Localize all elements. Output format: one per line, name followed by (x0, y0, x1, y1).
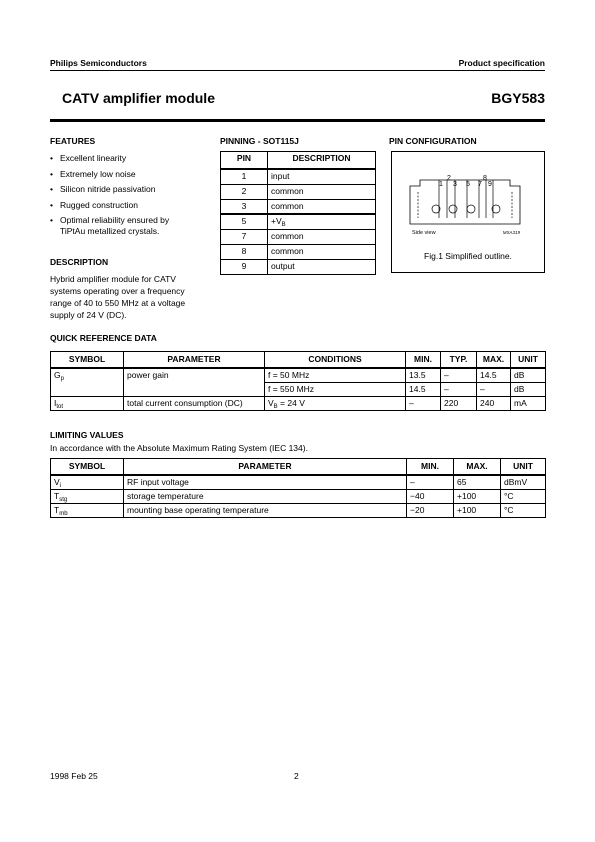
symbol-cell: $V_i$ (51, 475, 124, 490)
pin-number: 9 (221, 259, 268, 274)
unit-cell: °C (501, 490, 546, 504)
parameter-cell: RF input voltage (124, 475, 407, 490)
pin-label: 9 (488, 181, 492, 188)
col-header: SYMBOL (51, 459, 124, 476)
pin-number: 1 (221, 169, 268, 184)
unit-cell: dBmV (501, 475, 546, 490)
limiting-table (50, 458, 546, 518)
feature-item: • Excellent linearity (50, 153, 210, 164)
header-rule (50, 70, 545, 71)
pin-description: output (268, 259, 376, 274)
pin-label: 2 (447, 175, 451, 182)
symbol-cell: $T_{mb}$ (51, 504, 124, 518)
col-header: UNIT (511, 352, 546, 369)
min-cell: – (407, 475, 454, 490)
table-row (51, 368, 546, 383)
col-header: MAX. (454, 459, 501, 476)
page-number: 2 (294, 771, 299, 781)
features-list (50, 153, 210, 242)
pin-label: 3 (453, 181, 457, 188)
product-title: CATV amplifier module (62, 90, 215, 106)
description-text: Hybrid amplifier module for CATV systems operating over a frequency range of 40 to 550 MHz at a voltage supply of 24 V (DC). (50, 274, 186, 320)
pin-number: 5 (221, 214, 268, 229)
parameter-cell: mounting base operating temperature (124, 504, 407, 518)
features-heading: FEATURES (50, 136, 96, 146)
max-cell: +100 (454, 490, 501, 504)
typ-cell: – (441, 368, 477, 383)
max-cell: 14.5 (477, 368, 511, 383)
typ-cell: 220 (441, 397, 477, 411)
description-heading: DESCRIPTION (50, 257, 109, 267)
table-row (221, 230, 376, 245)
outline-drawing (392, 152, 544, 272)
min-cell: 13.5 (406, 368, 441, 383)
footer-date: 1998 Feb 25 (50, 771, 98, 781)
pin-col-header: PIN (221, 152, 268, 170)
min-cell: – (406, 397, 441, 411)
pin-description: common (268, 184, 376, 199)
pin-number: 7 (221, 230, 268, 245)
min-cell: −40 (407, 490, 454, 504)
table-row (221, 244, 376, 259)
col-header: MIN. (406, 352, 441, 369)
unit-cell: °C (501, 504, 546, 518)
pin-label: 1 (439, 181, 443, 188)
min-cell: −20 (407, 504, 454, 518)
unit-cell: mA (511, 397, 546, 411)
unit-cell: dB (511, 383, 546, 397)
col-header: TYP. (441, 352, 477, 369)
feature-item: • Rugged construction (50, 200, 210, 211)
symbol-cell: $G_p$ (51, 368, 124, 397)
parameter-cell: storage temperature (124, 490, 407, 504)
col-header: PARAMETER (124, 352, 265, 369)
pin-description: common (268, 199, 376, 214)
table-row (51, 475, 546, 490)
pin-label: 7 (478, 181, 482, 188)
pin-description: common (268, 230, 376, 245)
title-rule (50, 119, 545, 122)
table-row (221, 214, 376, 229)
col-header: SYMBOL (51, 352, 124, 369)
pin-number: 3 (221, 199, 268, 214)
max-cell: – (477, 383, 511, 397)
qrd-heading: QUICK REFERENCE DATA (50, 333, 157, 343)
pin-description: input (268, 169, 376, 184)
limiting-heading: LIMITING VALUES (50, 430, 124, 440)
feature-item: • Extremely low noise (50, 169, 210, 180)
table-row (51, 504, 546, 518)
pin-config-figure (391, 151, 545, 273)
table-row (221, 259, 376, 274)
pinning-table (220, 151, 376, 275)
table-row (221, 184, 376, 199)
side-view-label: Side view (412, 230, 436, 236)
unit-cell: dB (511, 368, 546, 383)
symbol-cell: $T_{stg}$ (51, 490, 124, 504)
parameter-cell: power gain (124, 368, 265, 397)
table-row (51, 397, 546, 411)
feature-item: • Silicon nitride passivation (50, 184, 210, 195)
header-company: Philips Semiconductors (50, 58, 147, 68)
col-header: PARAMETER (124, 459, 407, 476)
conditions-cell: $V_B = 24$ V (265, 397, 406, 411)
figure-code: MSA319 (502, 230, 520, 235)
figure-caption: Fig.1 Simplified outline. (424, 251, 512, 261)
limiting-intro: In accordance with the Absolute Maximum Rating System (IEC 134). (50, 443, 308, 453)
table-row (221, 169, 376, 184)
pin-label: 8 (483, 175, 487, 182)
pin-config-heading: PIN CONFIGURATION (389, 136, 477, 146)
parameter-cell: total current consumption (DC) (124, 397, 265, 411)
col-header: MIN. (407, 459, 454, 476)
col-header: CONDITIONS (265, 352, 406, 369)
table-row (51, 490, 546, 504)
max-cell: 65 (454, 475, 501, 490)
feature-item: • Optimal reliability ensured by TiPtAu metallized crystals. (50, 215, 190, 237)
pin-description: $+V_B$ (268, 214, 376, 229)
col-header: MAX. (477, 352, 511, 369)
pin-number: 8 (221, 244, 268, 259)
symbol-cell: $I_{tot}$ (51, 397, 124, 411)
conditions-cell: f = 550 MHz (265, 383, 406, 397)
qrd-table (50, 351, 546, 411)
header-doc-type: Product specification (458, 58, 545, 68)
table-row (221, 199, 376, 214)
pinning-heading: PINNING - SOT115J (220, 136, 299, 146)
pin-label: 5 (466, 181, 470, 188)
part-number: BGY583 (491, 90, 545, 106)
pin-number: 2 (221, 184, 268, 199)
typ-cell: – (441, 383, 477, 397)
max-cell: +100 (454, 504, 501, 518)
min-cell: 14.5 (406, 383, 441, 397)
desc-col-header: DESCRIPTION (268, 152, 376, 170)
col-header: UNIT (501, 459, 546, 476)
pin-description: common (268, 244, 376, 259)
conditions-cell: f = 50 MHz (265, 368, 406, 383)
max-cell: 240 (477, 397, 511, 411)
